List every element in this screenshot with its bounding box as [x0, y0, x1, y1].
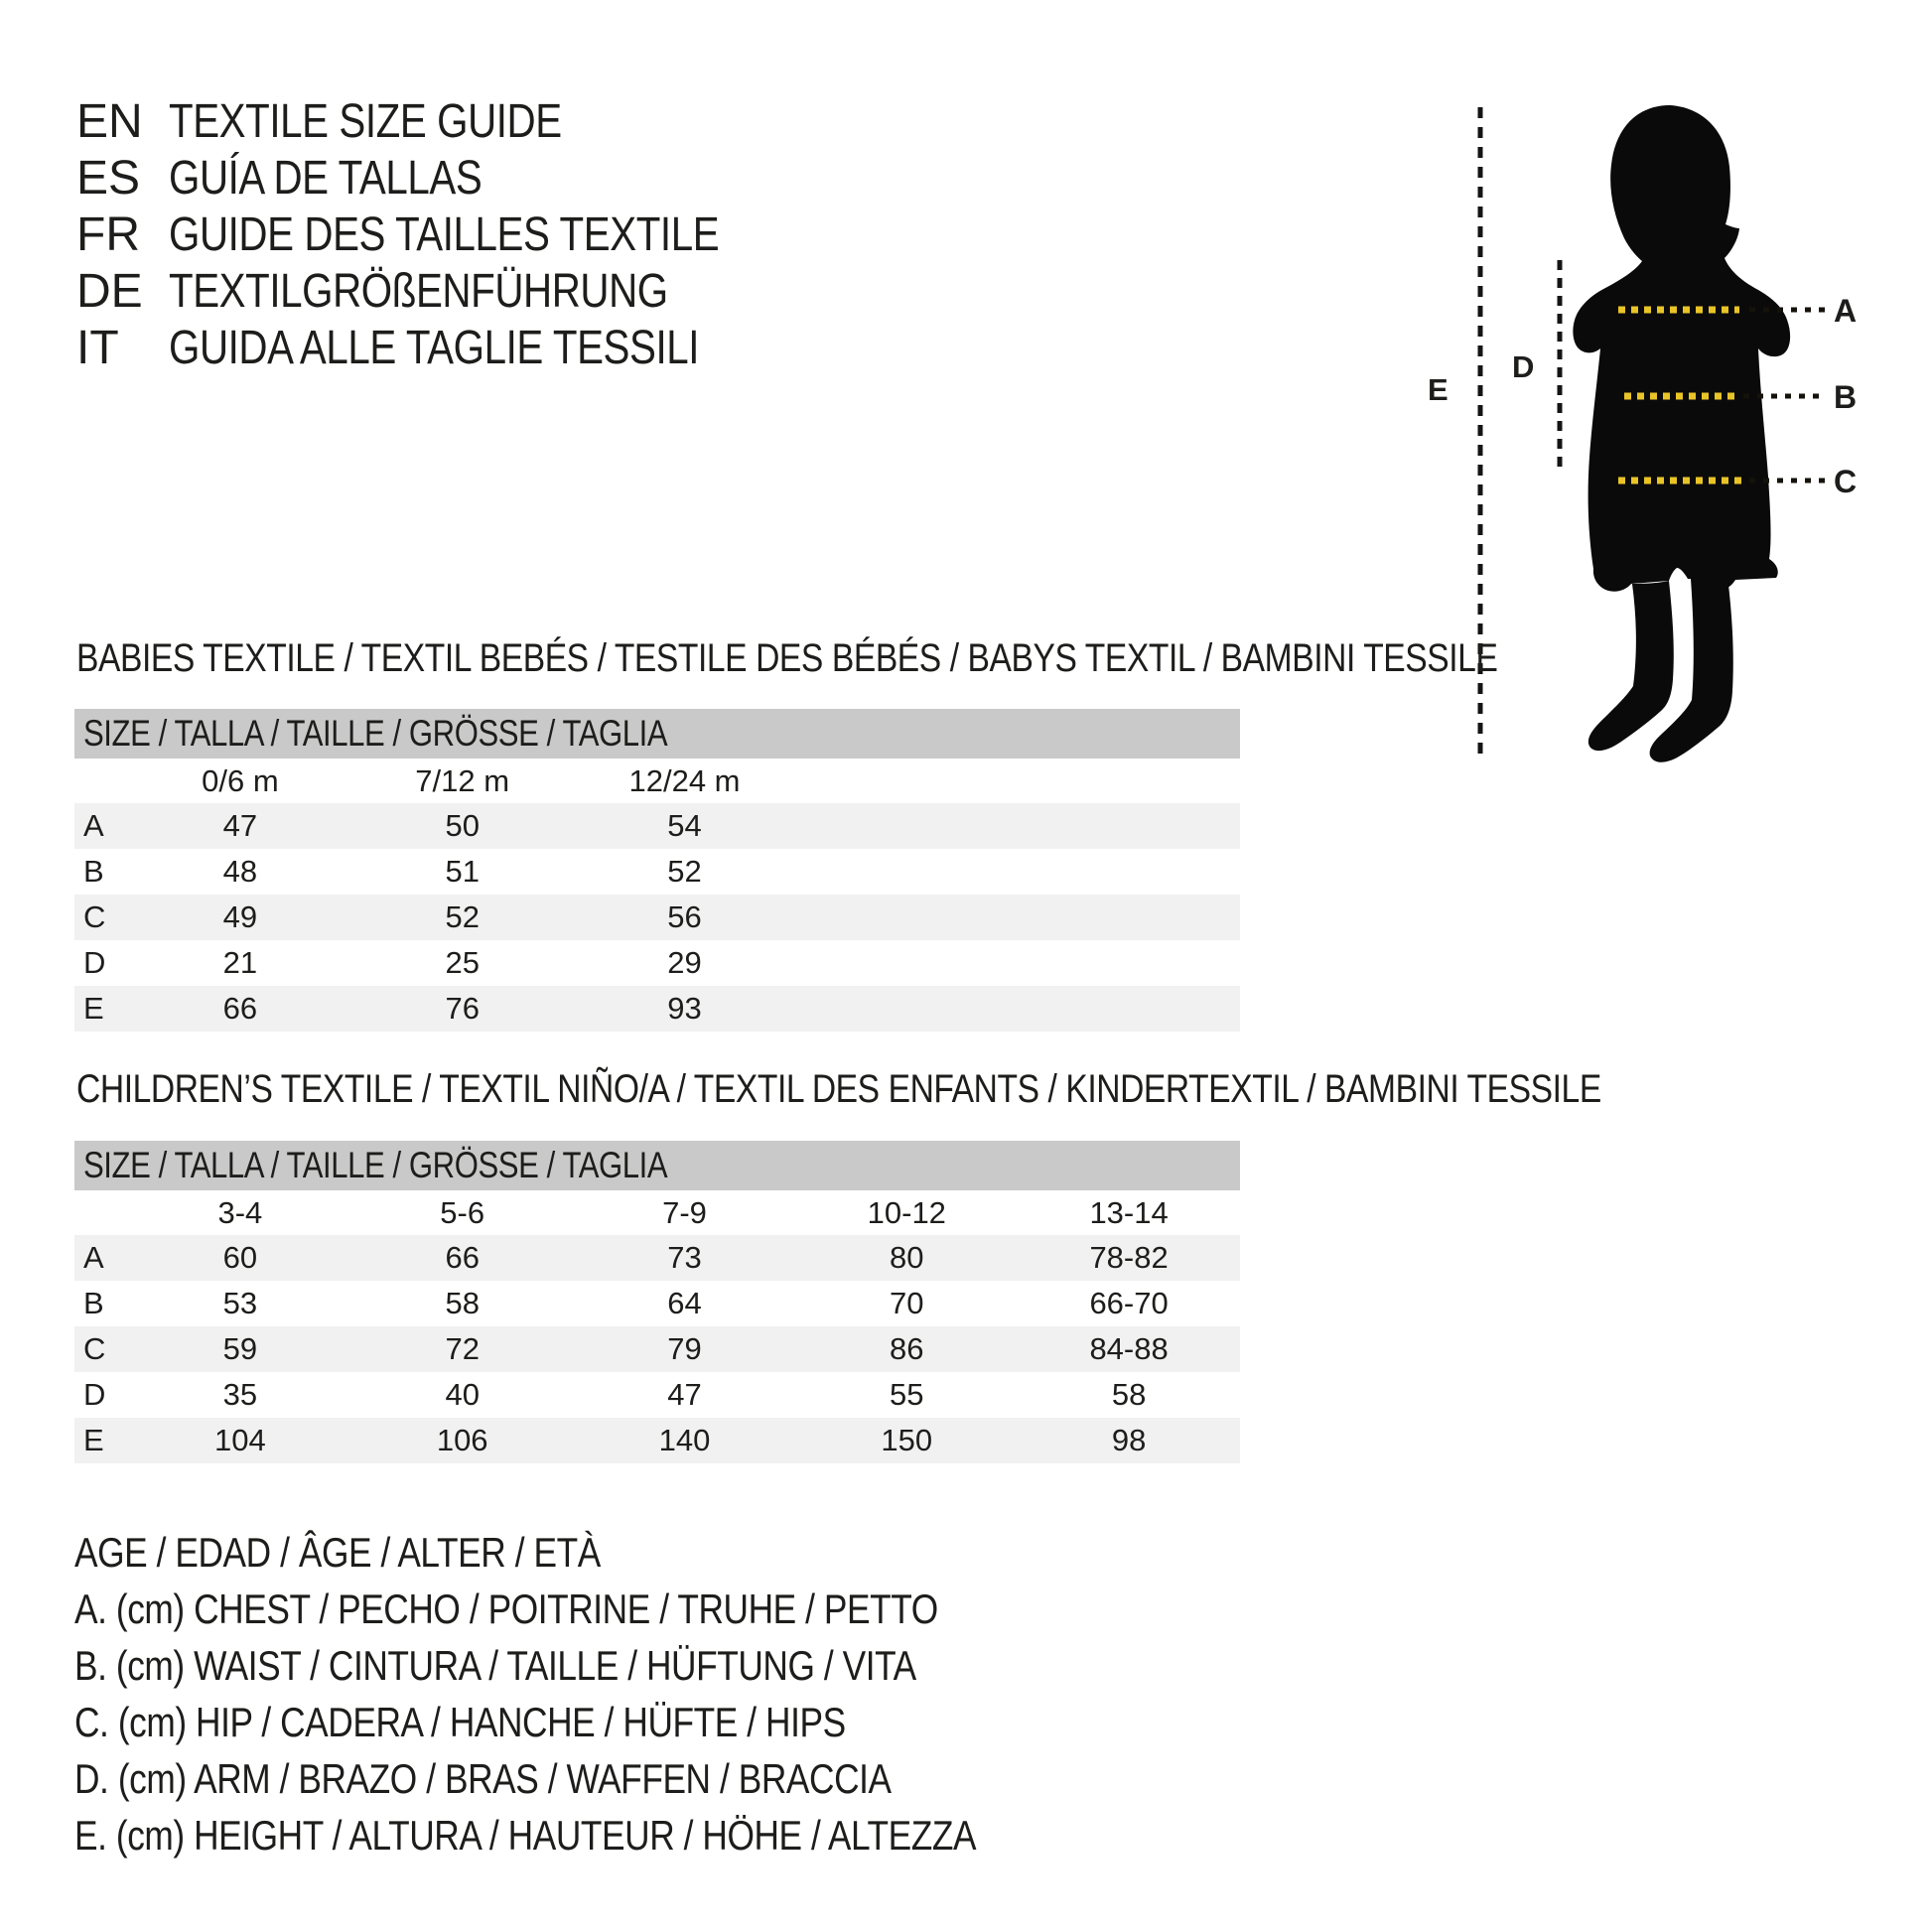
- cell: 49: [222, 899, 258, 934]
- babies-table-header-bar: SIZE / TALLA / TAILLE / GRÖSSE / TAGLIA: [74, 709, 1240, 759]
- legend-line-arm: D. (cm) ARM / BRAZO / BRAS / WAFFEN / BRACCIA: [74, 1755, 892, 1802]
- cell: 104: [214, 1423, 266, 1457]
- language-row: [76, 207, 824, 263]
- table-row: [74, 986, 1240, 1032]
- row-label: D: [83, 1377, 106, 1412]
- column-header: 5-6: [440, 1194, 485, 1230]
- cell: 51: [445, 854, 480, 889]
- measure-label-c: C: [1834, 464, 1858, 499]
- language-title: TEXTILE SIZE GUIDE: [169, 95, 562, 148]
- child-silhouette: [1573, 105, 1790, 592]
- legend-line-waist: B. (cm) WAIST / CINTURA / TAILLE / HÜFTUNG / VITA: [74, 1642, 916, 1689]
- cell: 54: [667, 808, 702, 843]
- cell: 52: [445, 899, 480, 934]
- row-label: D: [83, 945, 106, 980]
- language-title: GUIDE DES TAILLES TEXTILE: [169, 208, 720, 261]
- cell: 47: [667, 1377, 702, 1412]
- measure-label-e: E: [1428, 372, 1449, 407]
- cell: 52: [667, 854, 702, 889]
- cell: 21: [222, 945, 258, 980]
- cell: 84-88: [1089, 1331, 1169, 1366]
- cell: 73: [667, 1240, 702, 1275]
- cell: 98: [1111, 1423, 1147, 1457]
- cell: 58: [445, 1286, 480, 1320]
- cell: 86: [890, 1331, 924, 1366]
- language-title: GUÍA DE TALLAS: [169, 152, 483, 205]
- language-row: [76, 93, 824, 150]
- language-code: IT: [76, 322, 119, 374]
- language-title-list: [76, 93, 824, 376]
- cell: 66: [445, 1240, 480, 1275]
- babies-size-table: [74, 709, 1240, 1032]
- row-label: A: [83, 808, 104, 843]
- cell: 56: [667, 899, 702, 934]
- column-header: 7-9: [662, 1194, 707, 1230]
- measure-label-b: B: [1834, 379, 1858, 415]
- legend-line-height: E. (cm) HEIGHT / ALTURA / HAUTEUR / HÖHE / ALTEZZA: [74, 1812, 977, 1859]
- language-title: GUIDA ALLE TAGLIE TESSILI: [169, 322, 700, 374]
- cell: 150: [881, 1423, 933, 1457]
- column-header: 0/6 m: [202, 762, 279, 798]
- row-label: E: [83, 991, 104, 1026]
- cell: 60: [222, 1240, 258, 1275]
- cell: 50: [445, 808, 480, 843]
- language-code: EN: [76, 95, 143, 148]
- table-row: [74, 940, 1240, 986]
- cell: 47: [222, 808, 258, 843]
- measure-label-a: A: [1834, 293, 1858, 329]
- cell: 53: [222, 1286, 258, 1320]
- cell: 79: [667, 1331, 702, 1366]
- cell: 35: [222, 1377, 258, 1412]
- table-row: [74, 1281, 1240, 1326]
- children-column-header-row: [74, 1190, 1240, 1235]
- language-code: ES: [76, 152, 141, 205]
- language-code: FR: [76, 208, 140, 261]
- cell: 106: [436, 1423, 488, 1457]
- cell: 25: [445, 945, 480, 980]
- cell: 59: [222, 1331, 258, 1366]
- cell: 55: [890, 1377, 924, 1412]
- table-row: [74, 1372, 1240, 1418]
- cell: 80: [890, 1240, 924, 1275]
- cell: 66-70: [1089, 1286, 1169, 1320]
- cell: 48: [222, 854, 258, 889]
- cell: 66: [222, 991, 258, 1026]
- table-row: [74, 1235, 1240, 1281]
- cell: 93: [667, 991, 702, 1026]
- cell: 76: [445, 991, 480, 1026]
- row-label: B: [83, 1286, 104, 1320]
- cell: 64: [667, 1286, 702, 1320]
- cell: 29: [667, 945, 702, 980]
- language-code: DE: [76, 265, 143, 318]
- cell: 78-82: [1089, 1240, 1169, 1275]
- babies-column-header-row: [74, 759, 1240, 803]
- table-row: [74, 1326, 1240, 1372]
- row-label: B: [83, 854, 104, 889]
- row-label: E: [83, 1423, 104, 1457]
- legend-line-hip: C. (cm) HIP / CADERA / HANCHE / HÜFTE / HIPS: [74, 1699, 846, 1745]
- row-label: C: [83, 1331, 106, 1366]
- cell: 40: [445, 1377, 480, 1412]
- column-header: 10-12: [867, 1194, 946, 1230]
- cell: 72: [445, 1331, 480, 1366]
- cell: 70: [890, 1286, 924, 1320]
- legend-line-age: AGE / EDAD / ÂGE / ALTER / ETÀ: [74, 1529, 601, 1576]
- row-label: C: [83, 899, 106, 934]
- babies-section-title: BABIES TEXTILE / TEXTIL BEBÉS / TESTILE DES BÉBÉS / BABYS TEXTIL / BAMBINI TESSILE: [76, 636, 1498, 680]
- cell: 140: [658, 1423, 711, 1457]
- table-row: [74, 803, 1240, 849]
- cell: 58: [1111, 1377, 1147, 1412]
- column-header: 13-14: [1089, 1194, 1169, 1230]
- language-title: TEXTILGRÖßENFÜHRUNG: [169, 265, 668, 318]
- children-size-table: [74, 1141, 1240, 1463]
- language-row: [76, 320, 824, 376]
- language-row: [76, 263, 824, 320]
- table-row: [74, 1418, 1240, 1463]
- table-row: [74, 849, 1240, 895]
- children-table-header-bar: SIZE / TALLA / TAILLE / GRÖSSE / TAGLIA: [74, 1141, 1240, 1190]
- column-header: 3-4: [217, 1194, 263, 1230]
- measurement-legend: [74, 1524, 1148, 1863]
- table-row: [74, 895, 1240, 940]
- row-label: A: [83, 1240, 104, 1275]
- column-header: 12/24 m: [628, 762, 741, 798]
- children-section-title: CHILDREN’S TEXTILE / TEXTIL NIÑO/A / TEXTIL DES ENFANTS / KINDERTEXTIL / BAMBINI TESSILE: [76, 1067, 1601, 1111]
- column-header: 7/12 m: [415, 762, 510, 798]
- legend-line-chest: A. (cm) CHEST / PECHO / POITRINE / TRUHE / PETTO: [74, 1586, 938, 1632]
- language-row: [76, 150, 824, 207]
- measure-label-d: D: [1512, 349, 1535, 384]
